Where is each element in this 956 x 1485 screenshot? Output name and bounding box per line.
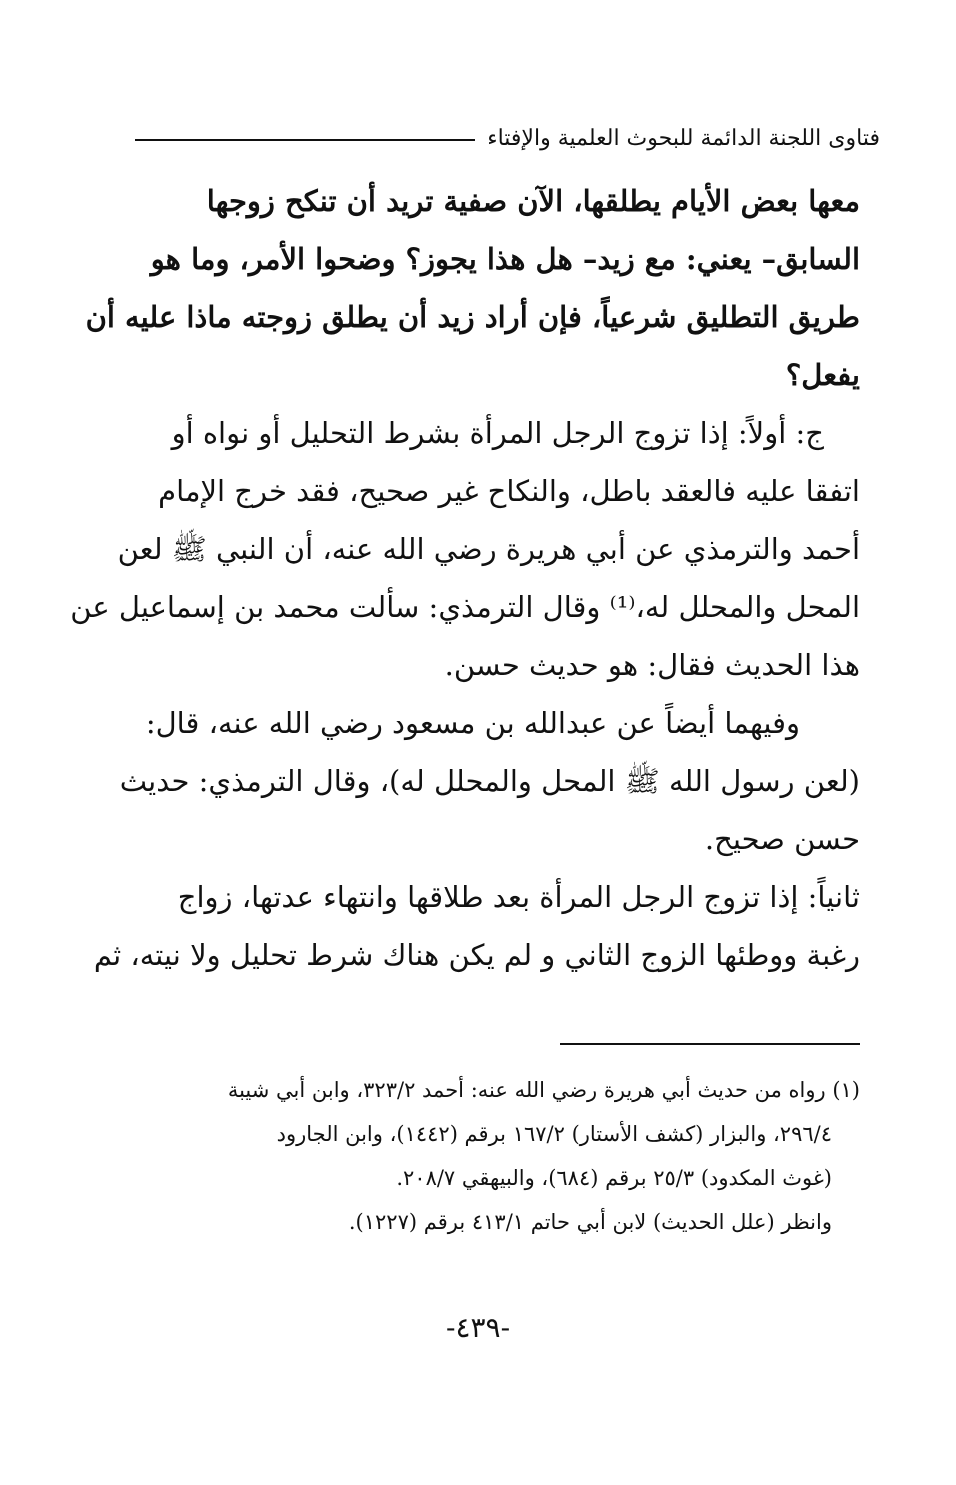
- footnote-separator: [560, 1043, 860, 1045]
- footnotes: [140, 1068, 860, 1244]
- footnote-line: ٢٩٦/٤، والبزار (كشف الأستار) ١٦٧/٢ برقم (١٤٤٢)، وابن الجارود: [276, 1122, 832, 1146]
- body-line: طريق التطليق شرعياً، فإن أراد زيد أن يطلق زوجته ماذا عليه أن: [85, 300, 860, 334]
- footnote-line: (غوث المكدود) ٢٥/٣ برقم (٦٨٤)، والبيهقي ٢٠٨/٧.: [396, 1166, 832, 1190]
- footnote-line: وانظر (علل الحديث) لابن أبي حاتم ٤١٣/١ برقم (١٢٢٧).: [348, 1210, 832, 1234]
- body-line: (لعن رسول الله ﷺ المحل والمحلل له)، وقال الترمذي: حديث: [119, 764, 860, 798]
- running-header-title: فتاوى اللجنة الدائمة للبحوث العلمية والإفتاء: [487, 125, 880, 151]
- body-line: أحمد والترمذي عن أبي هريرة رضي الله عنه، أن النبي ﷺ لعن: [117, 532, 860, 566]
- body-line: وفيهما أيضاً عن عبدالله بن مسعود رضي الله عنه، قال:: [145, 706, 800, 740]
- body-line: رغبة ووطئها الزوج الثاني و لم يكن هناك شرط تحليل ولا نيته، ثم: [93, 938, 860, 972]
- body-line: المحل والمحلل له،⁽¹⁾ وقال الترمذي: سألت محمد بن إسماعيل عن: [70, 590, 860, 624]
- body-line: يفعل؟: [785, 358, 860, 392]
- body-line: هذا الحديث فقال: هو حديث حسن.: [444, 648, 860, 682]
- footnote-line: (١) رواه من حديث أبي هريرة رضي الله عنه: أحمد ٣٢٣/٢، وابن أبي شيبة: [227, 1078, 860, 1102]
- answer-first-point-line: ج: أولاً: إذا تزوج الرجل المرأة بشرط التحليل أو نواه أو: [171, 416, 824, 450]
- body-line: السابق– يعني: مع زيد– هل هذا يجوز؟ وضحوا الأمر، وما هو: [150, 242, 860, 276]
- answer-second-point-line: ثانياً: إذا تزوج الرجل المرأة بعد طلاقها وانتهاء عدتها، زواج: [177, 880, 860, 914]
- body-line: اتفقا عليه فالعقد باطل، والنكاح غير صحيح، فقد خرج الإمام: [158, 474, 860, 508]
- running-header: [135, 118, 880, 158]
- body-line: معها بعض الأيام يطلقها، الآن صفية تريد أن تنكح زوجها: [206, 184, 860, 218]
- body-text: [70, 172, 860, 984]
- header-rule: [135, 139, 475, 141]
- page-number: -٤٣٩-: [445, 1311, 511, 1344]
- body-line: حسن صحيح.: [704, 822, 860, 856]
